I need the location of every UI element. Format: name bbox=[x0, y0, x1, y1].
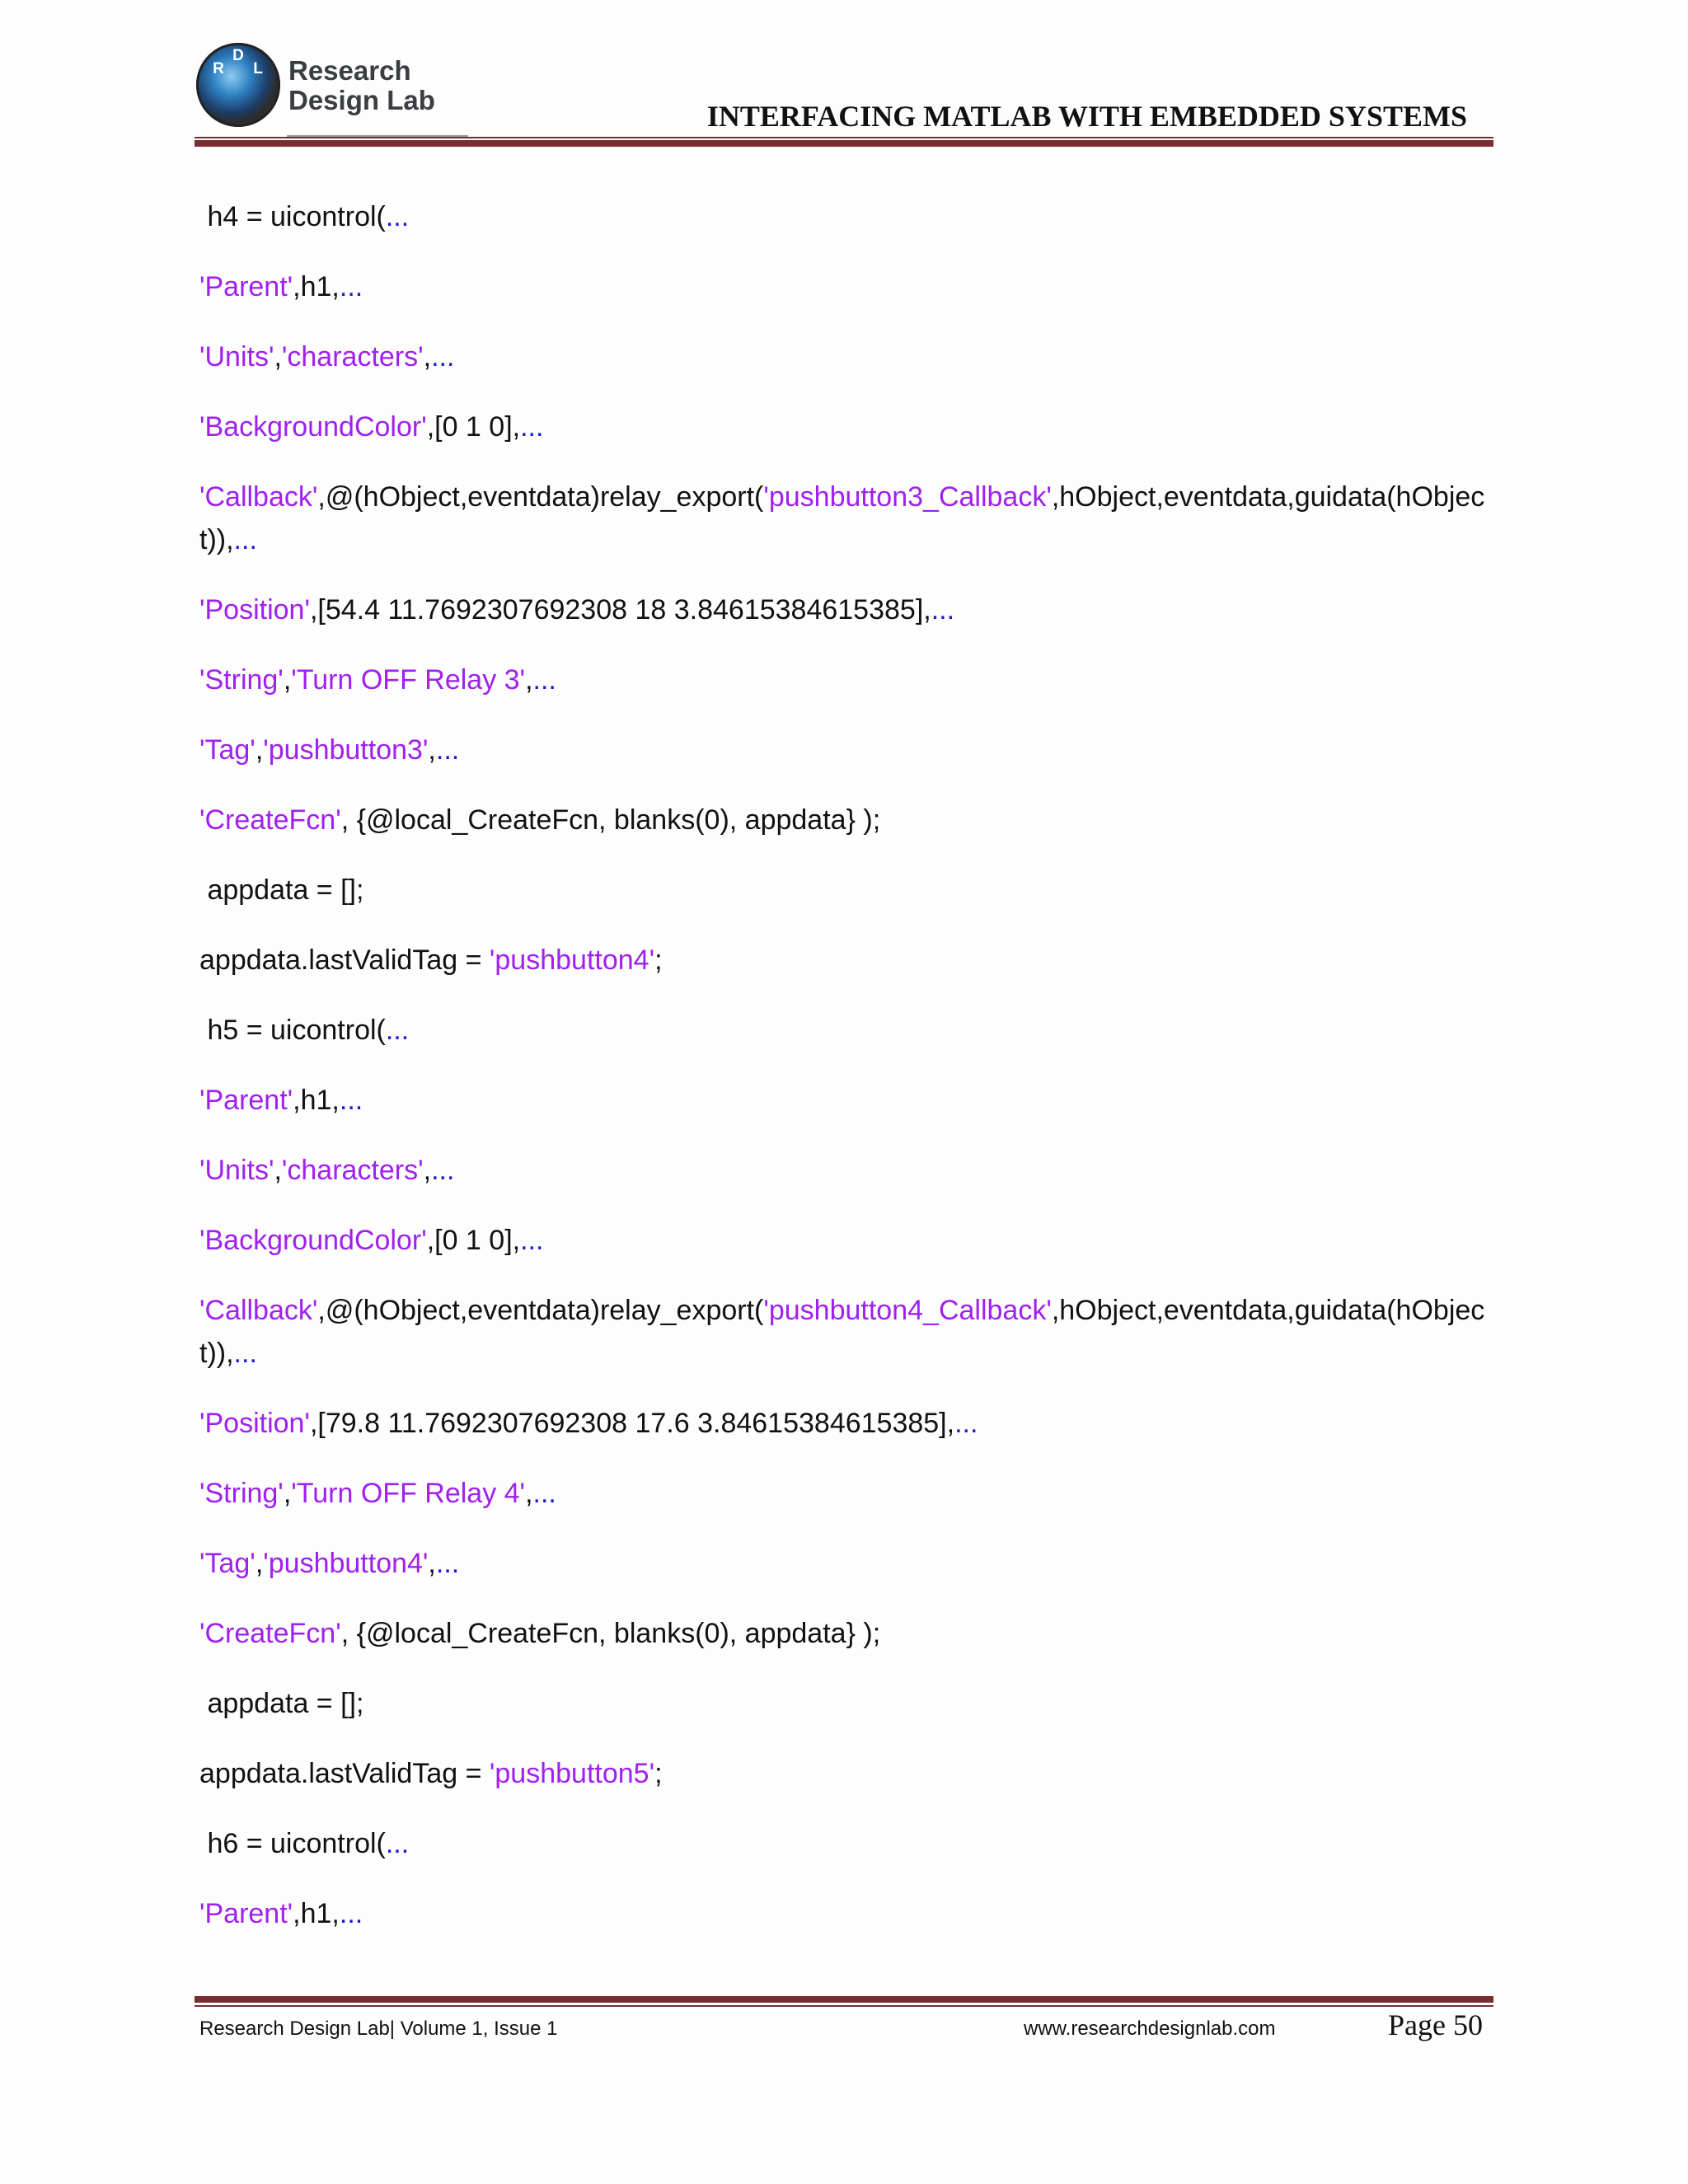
code-text: ; bbox=[654, 1758, 663, 1789]
code-string: 'Callback' bbox=[199, 1295, 318, 1326]
code-continuation: ... bbox=[435, 734, 460, 766]
code-text: , bbox=[428, 734, 436, 766]
code-string: 'pushbutton4_Callback' bbox=[763, 1295, 1052, 1326]
page-number: Page 50 bbox=[1388, 2008, 1483, 2041]
code-string: 'Turn OFF Relay 3' bbox=[291, 664, 526, 696]
code-text: appdata.lastValidTag = bbox=[199, 1758, 490, 1789]
code-string: 'pushbutton3' bbox=[263, 734, 429, 766]
code-continuation: ... bbox=[339, 1898, 363, 1929]
code-line bbox=[199, 1542, 1502, 1585]
code-line bbox=[199, 939, 1502, 982]
code-line bbox=[199, 869, 1502, 912]
code-text: ,hObject,eventdata,guidata(hObject)), bbox=[199, 481, 1485, 555]
code-text: , bbox=[525, 1478, 533, 1509]
code-continuation: ... bbox=[931, 594, 955, 626]
code-string: 'pushbutton4' bbox=[263, 1548, 429, 1579]
code-continuation: ... bbox=[954, 1408, 978, 1439]
footer-rule-thick bbox=[195, 1996, 1493, 2003]
code-string: 'pushbutton4' bbox=[489, 944, 655, 976]
code-text: , bbox=[423, 341, 432, 373]
code-line bbox=[199, 335, 1502, 378]
code-line bbox=[199, 658, 1502, 701]
logo-text bbox=[288, 56, 435, 115]
code-line bbox=[199, 1402, 1502, 1445]
code-text: ,hObject,eventdata,guidata(hObject)), bbox=[199, 1295, 1485, 1369]
code-string: 'CreateFcn' bbox=[199, 1618, 341, 1649]
code-text: ,h1, bbox=[293, 1898, 340, 1929]
code-string: 'String' bbox=[199, 1478, 284, 1509]
footer-rule-thin bbox=[195, 2005, 1493, 2007]
code-continuation: ... bbox=[233, 1338, 257, 1369]
code-string: 'Parent' bbox=[199, 1085, 293, 1116]
code-line bbox=[199, 1682, 1502, 1725]
code-line bbox=[199, 588, 1502, 631]
code-string: 'BackgroundColor' bbox=[199, 411, 427, 443]
code-string: 'BackgroundColor' bbox=[199, 1225, 427, 1256]
code-string: 'String' bbox=[199, 664, 284, 696]
code-text: ; bbox=[654, 944, 663, 976]
code-string: 'Callback' bbox=[199, 481, 318, 513]
code-string: 'characters' bbox=[281, 1155, 424, 1186]
code-text: , bbox=[525, 664, 533, 696]
code-string: 'Tag' bbox=[199, 734, 256, 766]
code-text: , {@local_CreateFcn, blanks(0), appdata} ); bbox=[340, 804, 881, 836]
code-line bbox=[199, 729, 1502, 771]
code-string: 'Position' bbox=[199, 1408, 310, 1439]
code-text: ,[0 1 0], bbox=[426, 411, 521, 443]
code-string: 'characters' bbox=[281, 341, 424, 373]
code-continuation: ... bbox=[339, 1085, 363, 1116]
code-continuation: ... bbox=[233, 524, 257, 555]
code-line bbox=[199, 1472, 1502, 1515]
code-continuation: ... bbox=[385, 1015, 410, 1046]
header-rule-thick bbox=[195, 140, 1493, 147]
code-text: , bbox=[255, 1548, 264, 1579]
code-text: ,[0 1 0], bbox=[426, 1225, 521, 1256]
code-text: ,[79.8 11.7692307692308 17.6 3.84615384615385], bbox=[309, 1408, 955, 1439]
code-line bbox=[199, 195, 1502, 238]
code-text: appdata = []; bbox=[199, 1688, 364, 1719]
code-continuation: ... bbox=[520, 1225, 544, 1256]
code-continuation: ... bbox=[431, 1155, 455, 1186]
code-listing bbox=[199, 195, 1502, 1962]
code-text: h4 = uicontrol( bbox=[199, 201, 386, 232]
code-text: ,@(hObject,eventdata)relay_export( bbox=[317, 1295, 764, 1326]
code-continuation: ... bbox=[435, 1548, 460, 1579]
code-continuation: ... bbox=[385, 1828, 410, 1859]
code-line bbox=[199, 1752, 1502, 1795]
code-line bbox=[199, 799, 1502, 841]
code-line bbox=[199, 1079, 1502, 1122]
code-text: , bbox=[283, 1478, 292, 1509]
code-string: 'Units' bbox=[199, 341, 274, 373]
logo-emblem-icon bbox=[196, 43, 280, 127]
code-line bbox=[199, 1822, 1502, 1865]
code-string: 'Tag' bbox=[199, 1548, 256, 1579]
footer-publication: Research Design Lab| Volume 1, Issue 1 bbox=[199, 2018, 558, 2040]
code-line bbox=[199, 1009, 1502, 1052]
code-line bbox=[199, 1289, 1502, 1375]
code-string: 'Turn OFF Relay 4' bbox=[291, 1478, 526, 1509]
code-text: , bbox=[283, 664, 292, 696]
code-continuation: ... bbox=[532, 1478, 556, 1509]
logo-letter: L bbox=[253, 60, 263, 77]
code-text: , bbox=[255, 734, 264, 766]
header-rule-thin bbox=[195, 137, 1493, 138]
logo-letter: D bbox=[232, 47, 244, 64]
logo-line-2: Design Lab bbox=[288, 85, 435, 115]
code-text: ,[54.4 11.7692307692308 18 3.84615384615385], bbox=[309, 594, 931, 626]
code-text: h6 = uicontrol( bbox=[199, 1828, 386, 1859]
code-line bbox=[199, 1612, 1502, 1655]
code-text: h5 = uicontrol( bbox=[199, 1015, 386, 1046]
code-text: appdata.lastValidTag = bbox=[199, 944, 490, 976]
code-continuation: ... bbox=[431, 341, 455, 373]
code-continuation: ... bbox=[339, 271, 363, 302]
logo-line-1: Research bbox=[288, 55, 411, 86]
code-string: 'Parent' bbox=[199, 271, 293, 302]
code-string: 'Parent' bbox=[199, 1898, 293, 1929]
code-text: appdata = []; bbox=[199, 874, 364, 906]
code-text: , {@local_CreateFcn, blanks(0), appdata} ); bbox=[340, 1618, 881, 1649]
code-string: 'CreateFcn' bbox=[199, 804, 341, 836]
code-string: 'Position' bbox=[199, 594, 310, 626]
code-text: , bbox=[423, 1155, 432, 1186]
code-string: 'pushbutton5' bbox=[489, 1758, 655, 1789]
rdl-logo bbox=[196, 43, 460, 134]
code-text: ,h1, bbox=[293, 1085, 340, 1116]
code-text: , bbox=[274, 341, 282, 373]
code-line bbox=[199, 265, 1502, 308]
code-text: ,@(hObject,eventdata)relay_export( bbox=[317, 481, 764, 513]
code-text: , bbox=[428, 1548, 436, 1579]
code-text: , bbox=[274, 1155, 282, 1186]
code-continuation: ... bbox=[520, 411, 544, 443]
code-string: 'pushbutton3_Callback' bbox=[763, 481, 1052, 513]
code-continuation: ... bbox=[385, 201, 410, 232]
code-line bbox=[199, 476, 1502, 561]
page-header-title: INTERFACING MATLAB WITH EMBEDDED SYSTEMS bbox=[706, 100, 1467, 133]
code-string: 'Units' bbox=[199, 1155, 274, 1186]
code-line bbox=[199, 405, 1502, 448]
code-continuation: ... bbox=[532, 664, 556, 696]
footer-website-link[interactable]: www.researchdesignlab.com bbox=[1024, 2018, 1276, 2040]
code-text: ,h1, bbox=[293, 271, 340, 302]
logo-letter: R bbox=[213, 60, 224, 77]
code-line bbox=[199, 1149, 1502, 1192]
code-line bbox=[199, 1892, 1502, 1935]
code-line bbox=[199, 1219, 1502, 1262]
